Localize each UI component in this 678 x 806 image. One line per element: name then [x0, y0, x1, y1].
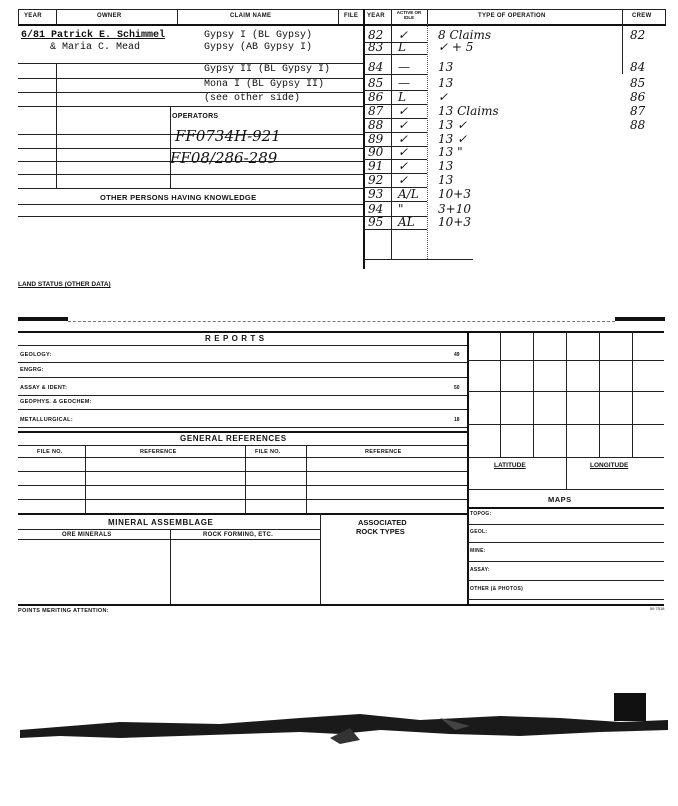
activity-year: 84 — [368, 60, 384, 74]
other-persons-title: OTHER PERSONS HAVING KNOWLEDGE — [100, 193, 257, 202]
activity-year: 93 — [368, 187, 384, 201]
file-header: FILE — [344, 13, 359, 19]
activity-crew: 88 — [630, 118, 646, 132]
activity-year: 90 — [368, 145, 384, 159]
owner-line-1: 6/81 Patrick E. Schimmel — [21, 30, 166, 41]
activity-status: L — [398, 90, 406, 104]
rock-forming-label: ROCK FORMING, ETC. — [203, 532, 274, 538]
operators-title: OPERATORS — [172, 113, 219, 120]
activity-status: — — [398, 60, 410, 74]
activity-year: 82 — [368, 28, 384, 42]
associated-label: ASSOCIATED — [358, 518, 407, 527]
map-label: OTHER (& PHOTOS) — [470, 586, 524, 592]
report-number: 49 — [454, 352, 460, 358]
activity-year: 95 — [368, 215, 384, 229]
activity-operation: ✓ + 5 — [438, 40, 474, 54]
activity-operation: 13 — [438, 173, 454, 187]
active-idle-header: ACTIVE OR IDLE — [396, 10, 422, 20]
activity-operation: 13 — [438, 159, 454, 173]
activity-status: — — [398, 76, 410, 90]
activity-status: L — [398, 40, 406, 54]
activity-status: " — [398, 202, 404, 216]
activity-status: AL — [398, 215, 415, 229]
activity-year: 87 — [368, 104, 384, 118]
claim-item: Mona I (BL Gypsy II) — [204, 79, 325, 90]
activity-year: 85 — [368, 76, 384, 90]
activity-operation: ✓ — [438, 90, 449, 104]
crew-header: CREW — [632, 13, 652, 19]
report-label: ASSAY & IDENT: — [20, 385, 68, 391]
activity-year: 86 — [368, 90, 384, 104]
activity-status: ✓ — [398, 145, 409, 159]
reports-title: R E P O R T S — [205, 334, 265, 343]
maps-title: MAPS — [548, 495, 572, 504]
operator-number-2: FF08/286-289 — [170, 149, 278, 167]
activity-year: 92 — [368, 173, 384, 187]
latitude-label: LATITUDE — [494, 462, 526, 469]
rock-types-label: ROCK TYPES — [356, 527, 405, 536]
activity-status: A/L — [398, 187, 419, 201]
claim-item: Gypsy II (BL Gypsy I) — [204, 64, 331, 75]
report-label: GEOPHYS. & GEOCHEM: — [20, 399, 92, 405]
activity-crew: 85 — [630, 76, 646, 90]
map-label: ASSAY: — [470, 567, 490, 573]
general-references-title: GENERAL REFERENCES — [180, 434, 287, 443]
map-label: MINE: — [470, 548, 486, 554]
land-status-label: LAND STATUS (OTHER DATA) — [18, 281, 111, 288]
activity-crew: 86 — [630, 90, 646, 104]
claim-item: Gypsy I (BL Gypsy) — [204, 30, 313, 41]
type-of-operation-header: TYPE OF OPERATION — [478, 13, 546, 19]
report-label: METALLURGICAL: — [20, 417, 73, 423]
claim-item: (see other side) — [204, 93, 301, 104]
operator-number-1: FF0734H-921 — [175, 127, 281, 145]
scan-noise-band — [0, 700, 678, 760]
report-label: ENGRG: — [20, 367, 44, 373]
points-meriting-attention-label: POINTS MERITING ATTENTION: — [18, 608, 109, 614]
activity-crew: 84 — [630, 60, 646, 74]
redaction-mark — [615, 317, 665, 321]
ore-minerals-label: ORE MINERALS — [62, 532, 112, 538]
longitude-label: LONGITUDE — [590, 462, 629, 469]
activity-operation: 3+10 — [438, 202, 471, 216]
activity-crew: 87 — [630, 104, 646, 118]
report-number: 50 — [454, 385, 460, 391]
activity-year: 91 — [368, 159, 384, 173]
file-no-label: FILE NO. — [255, 449, 281, 455]
reference-label: REFERENCE — [365, 449, 402, 455]
activity-operation: 13 " — [438, 145, 463, 159]
owner-header: OWNER — [97, 13, 122, 19]
activity-year: 88 — [368, 118, 384, 132]
activity-operation: 13 ✓ — [438, 132, 468, 146]
activity-year: 83 — [368, 40, 384, 54]
activity-year: 89 — [368, 132, 384, 146]
activity-status: ✓ — [398, 132, 409, 146]
map-label: TOPOG: — [470, 511, 492, 517]
year-header: YEAR — [24, 13, 42, 19]
activity-operation: 10+3 — [438, 215, 471, 229]
activity-operation: 13 — [438, 60, 454, 74]
activity-operation: 10+3 — [438, 187, 471, 201]
activity-status: ✓ — [398, 118, 409, 132]
report-label: GEOLOGY: — [20, 352, 52, 358]
map-label: GEOL: — [470, 529, 488, 535]
activity-operation: 13 — [438, 76, 454, 90]
report-number: 18 — [454, 417, 460, 423]
activity-status: ✓ — [398, 159, 409, 173]
claim-item: Gypsy (AB Gypsy I) — [204, 42, 313, 53]
redaction-mark — [18, 317, 68, 321]
activity-operation: 8 Claims — [438, 28, 491, 42]
file-no-label: FILE NO. — [37, 449, 63, 455]
activity-crew: 82 — [630, 28, 646, 42]
activity-status: ✓ — [398, 104, 409, 118]
activity-operation: 13 Claims — [438, 104, 499, 118]
mineral-assemblage-title: MINERAL ASSEMBLAGE — [108, 518, 214, 527]
activity-status: ✓ — [398, 173, 409, 187]
reference-label: REFERENCE — [140, 449, 177, 455]
owner-line-2: & Maria C. Mead — [50, 42, 141, 53]
form-number: 59 7518 — [650, 606, 665, 611]
claim-name-header: CLAIM NAME — [230, 13, 272, 19]
activity-operation: 13 ✓ — [438, 118, 468, 132]
year2-header: YEAR — [367, 13, 385, 19]
activity-year: 94 — [368, 202, 384, 216]
activity-status: ✓ — [398, 28, 409, 42]
